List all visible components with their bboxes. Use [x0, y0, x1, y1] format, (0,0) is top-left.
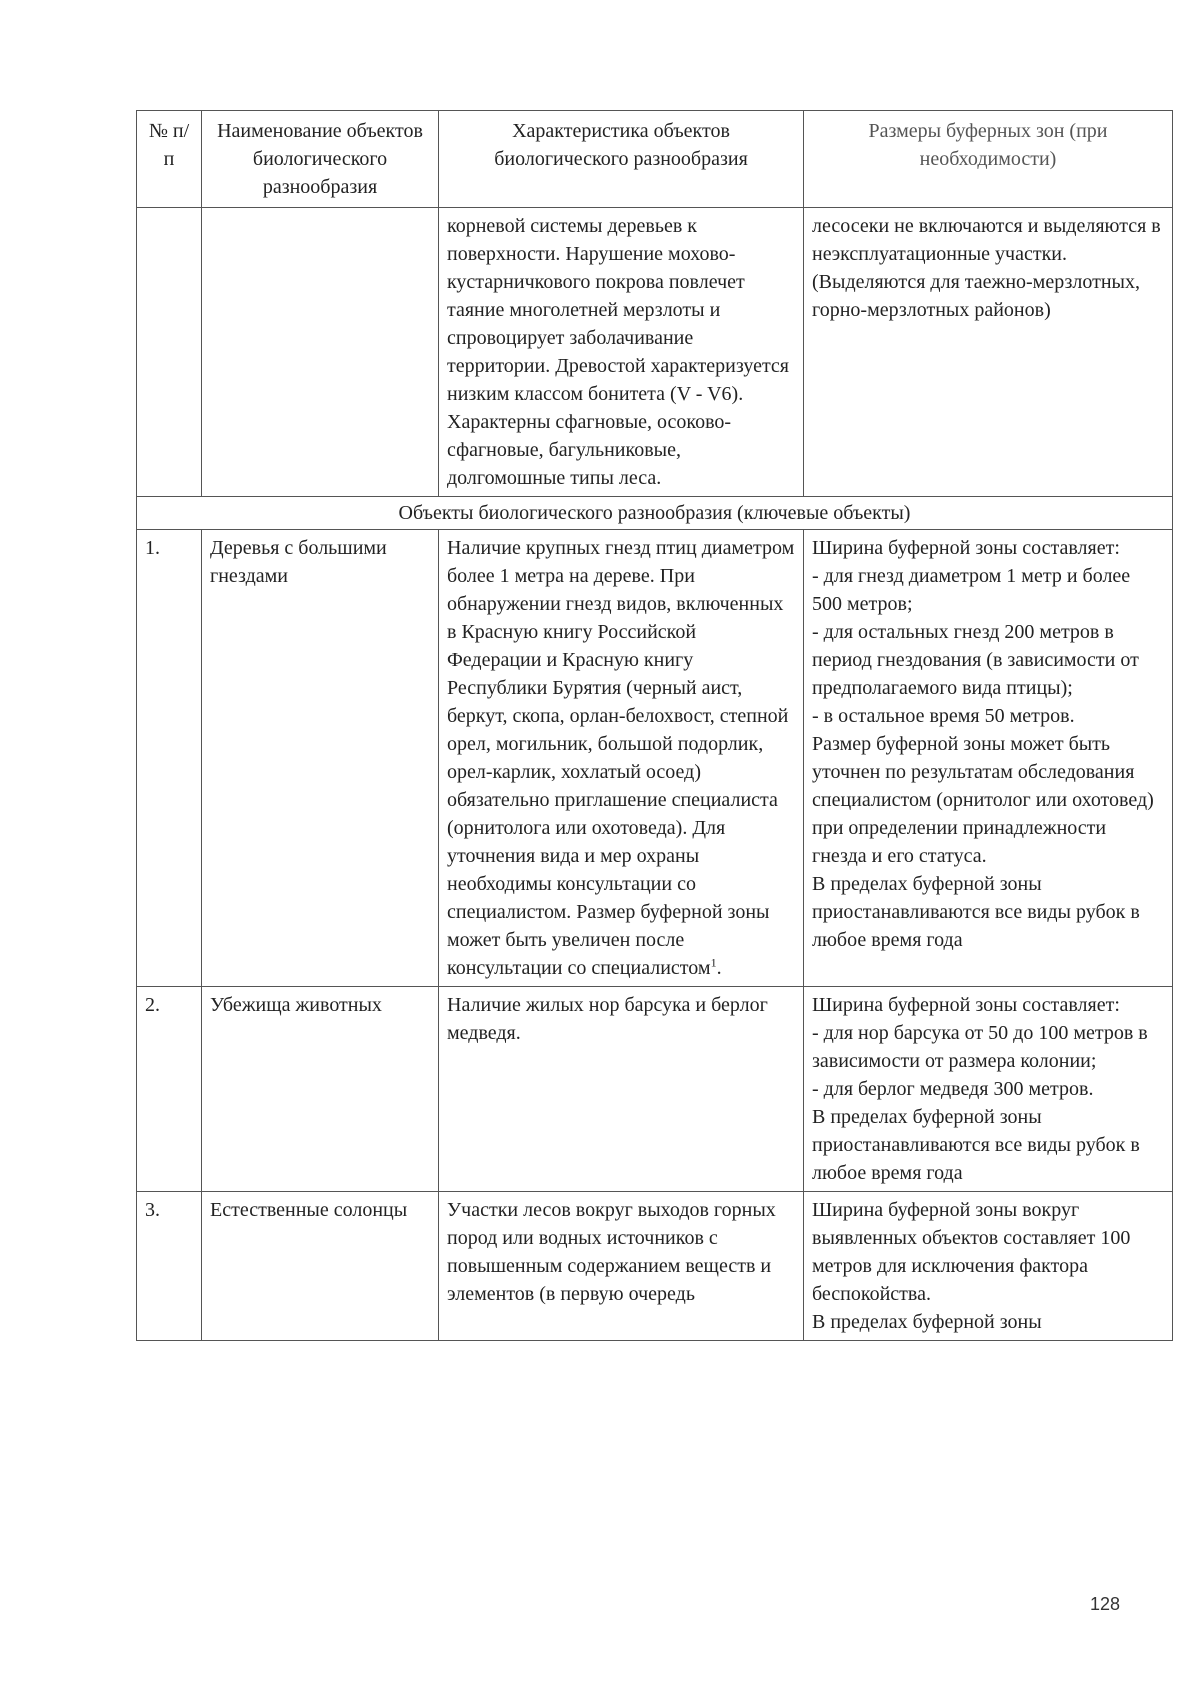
footnote-mark: 1 — [710, 955, 717, 970]
row-buffer-size — [804, 530, 1173, 987]
table-row-continuation — [137, 208, 1173, 497]
cell-num — [137, 208, 202, 497]
row-name: Убежища животных — [202, 987, 439, 1192]
buffer-line: - для нор барсука от 50 до 100 метров в зависимости от размера колонии; — [812, 1022, 1148, 1072]
table-header-row — [137, 111, 1173, 208]
header-characteristic: Характеристика объектов биологического разнообразия — [439, 111, 804, 208]
buffer-line: В пределах буферной зоны приостанавливаются все виды рубок в любое время года — [812, 1106, 1140, 1184]
biodiversity-table — [136, 110, 1173, 1341]
buffer-line: Ширина буферной зоны составляет: — [812, 994, 1120, 1016]
buffer-line: В пределах буферной зоны приостанавливаются все виды рубок в любое время года — [812, 873, 1140, 951]
buffer-line: - для гнезд диаметром 1 метр и более 500 метров; — [812, 565, 1131, 615]
section-title: Объекты биологического разнообразия (ключевые объекты) — [137, 497, 1173, 530]
section-row — [137, 497, 1173, 530]
buffer-line: - для берлог медведя 300 метров. — [812, 1078, 1094, 1100]
row-buffer-size — [804, 987, 1173, 1192]
row-characteristic: Наличие крупных гнезд птиц диаметром более 1 метра на дереве. При обнаружении гнезд видов, включенных в Красную книгу Российской Федерации и Красную книгу Республики Бурятия (черный аист, беркут, скопа, орлан-белохвост, степной орел, могильник, большой подорлик, орел-карлик, хохлатый осоед) обязательно приглашение специалиста (орнитолога или охотоведа). Для уточнения вида и мер охраны необходимы консультации со специалистом. Размер буферной зоны может быть увеличен после консультации со специалистом$^1$. — [439, 530, 804, 987]
buffer-line: В пределах буферной зоны — [812, 1311, 1042, 1333]
cell-name — [202, 208, 439, 497]
row-characteristic: Наличие жилых нор барсука и берлог медведя. — [439, 987, 804, 1192]
row-buffer-size — [804, 1192, 1173, 1341]
table-row — [137, 987, 1173, 1192]
buffer-line: Ширина буферной зоны составляет: — [812, 537, 1120, 559]
row-characteristic-text: Наличие крупных гнезд птиц диаметром более 1 метра на дереве. При обнаружении гнезд видов, включенных в Красную книгу Российской Федерации и Красную книгу Республики Бурятия (черный аист, беркут, скопа, орлан-белохвост, степной орел, могильник, большой подорлик, орел-карлик, хохлатый осоед) обязательно приглашение специалиста (орнитолога или охотоведа). Для уточнения вида и мер охраны необходимы консультации со специалистом. Размер буферной зоны может быть увеличен после консультации со специалистом — [447, 537, 795, 979]
row-num: 3. — [137, 1192, 202, 1341]
row-name: Деревья с большими гнездами — [202, 530, 439, 987]
cell-characteristic: корневой системы деревьев к поверхности. Нарушение мохово-кустарничкового покрова повлечет таяние многолетней мерзлоты и спровоцирует заболачивание территории. Древостой характеризуется низким классом бонитета (V - V6). Характерны сфагновые, осоково-сфагновые, багульниковые, долгомошные типы леса. — [439, 208, 804, 497]
header-num: № п/п — [137, 111, 202, 208]
header-buffer-size: Размеры буферных зон (при необходимости) — [804, 111, 1173, 208]
cell-buffer-size: лесосеки не включаются и выделяются в неэксплуатационные участки. (Выделяются для таежно-мерзлотных, горно-мерзлотных районов) — [804, 208, 1173, 497]
page-number: 128 — [1090, 1594, 1121, 1614]
buffer-line: Ширина буферной зоны вокруг выявленных объектов составляет 100 метров для исключения фактора беспокойства. — [812, 1199, 1131, 1305]
row-name: Естественные солонцы — [202, 1192, 439, 1341]
row-num: 1. — [137, 530, 202, 987]
buffer-line: - в остальное время 50 метров. — [812, 705, 1075, 727]
row-num: 2. — [137, 987, 202, 1192]
buffer-line: - для остальных гнезд 200 метров в период гнездования (в зависимости от предполагаемого вида птицы); — [812, 621, 1139, 699]
header-name: Наименование объектов биологического разнообразия — [202, 111, 439, 208]
row-characteristic: Участки лесов вокруг выходов горных пород или водных источников с повышенным содержанием веществ и элементов (в первую очередь — [439, 1192, 804, 1341]
table-row — [137, 530, 1173, 987]
buffer-line: Размер буферной зоны может быть уточнен по результатам обследования специалистом (орнитолог или охотовед) при определении принадлежности гнезда и его статуса. — [812, 733, 1154, 867]
table-row — [137, 1192, 1173, 1341]
